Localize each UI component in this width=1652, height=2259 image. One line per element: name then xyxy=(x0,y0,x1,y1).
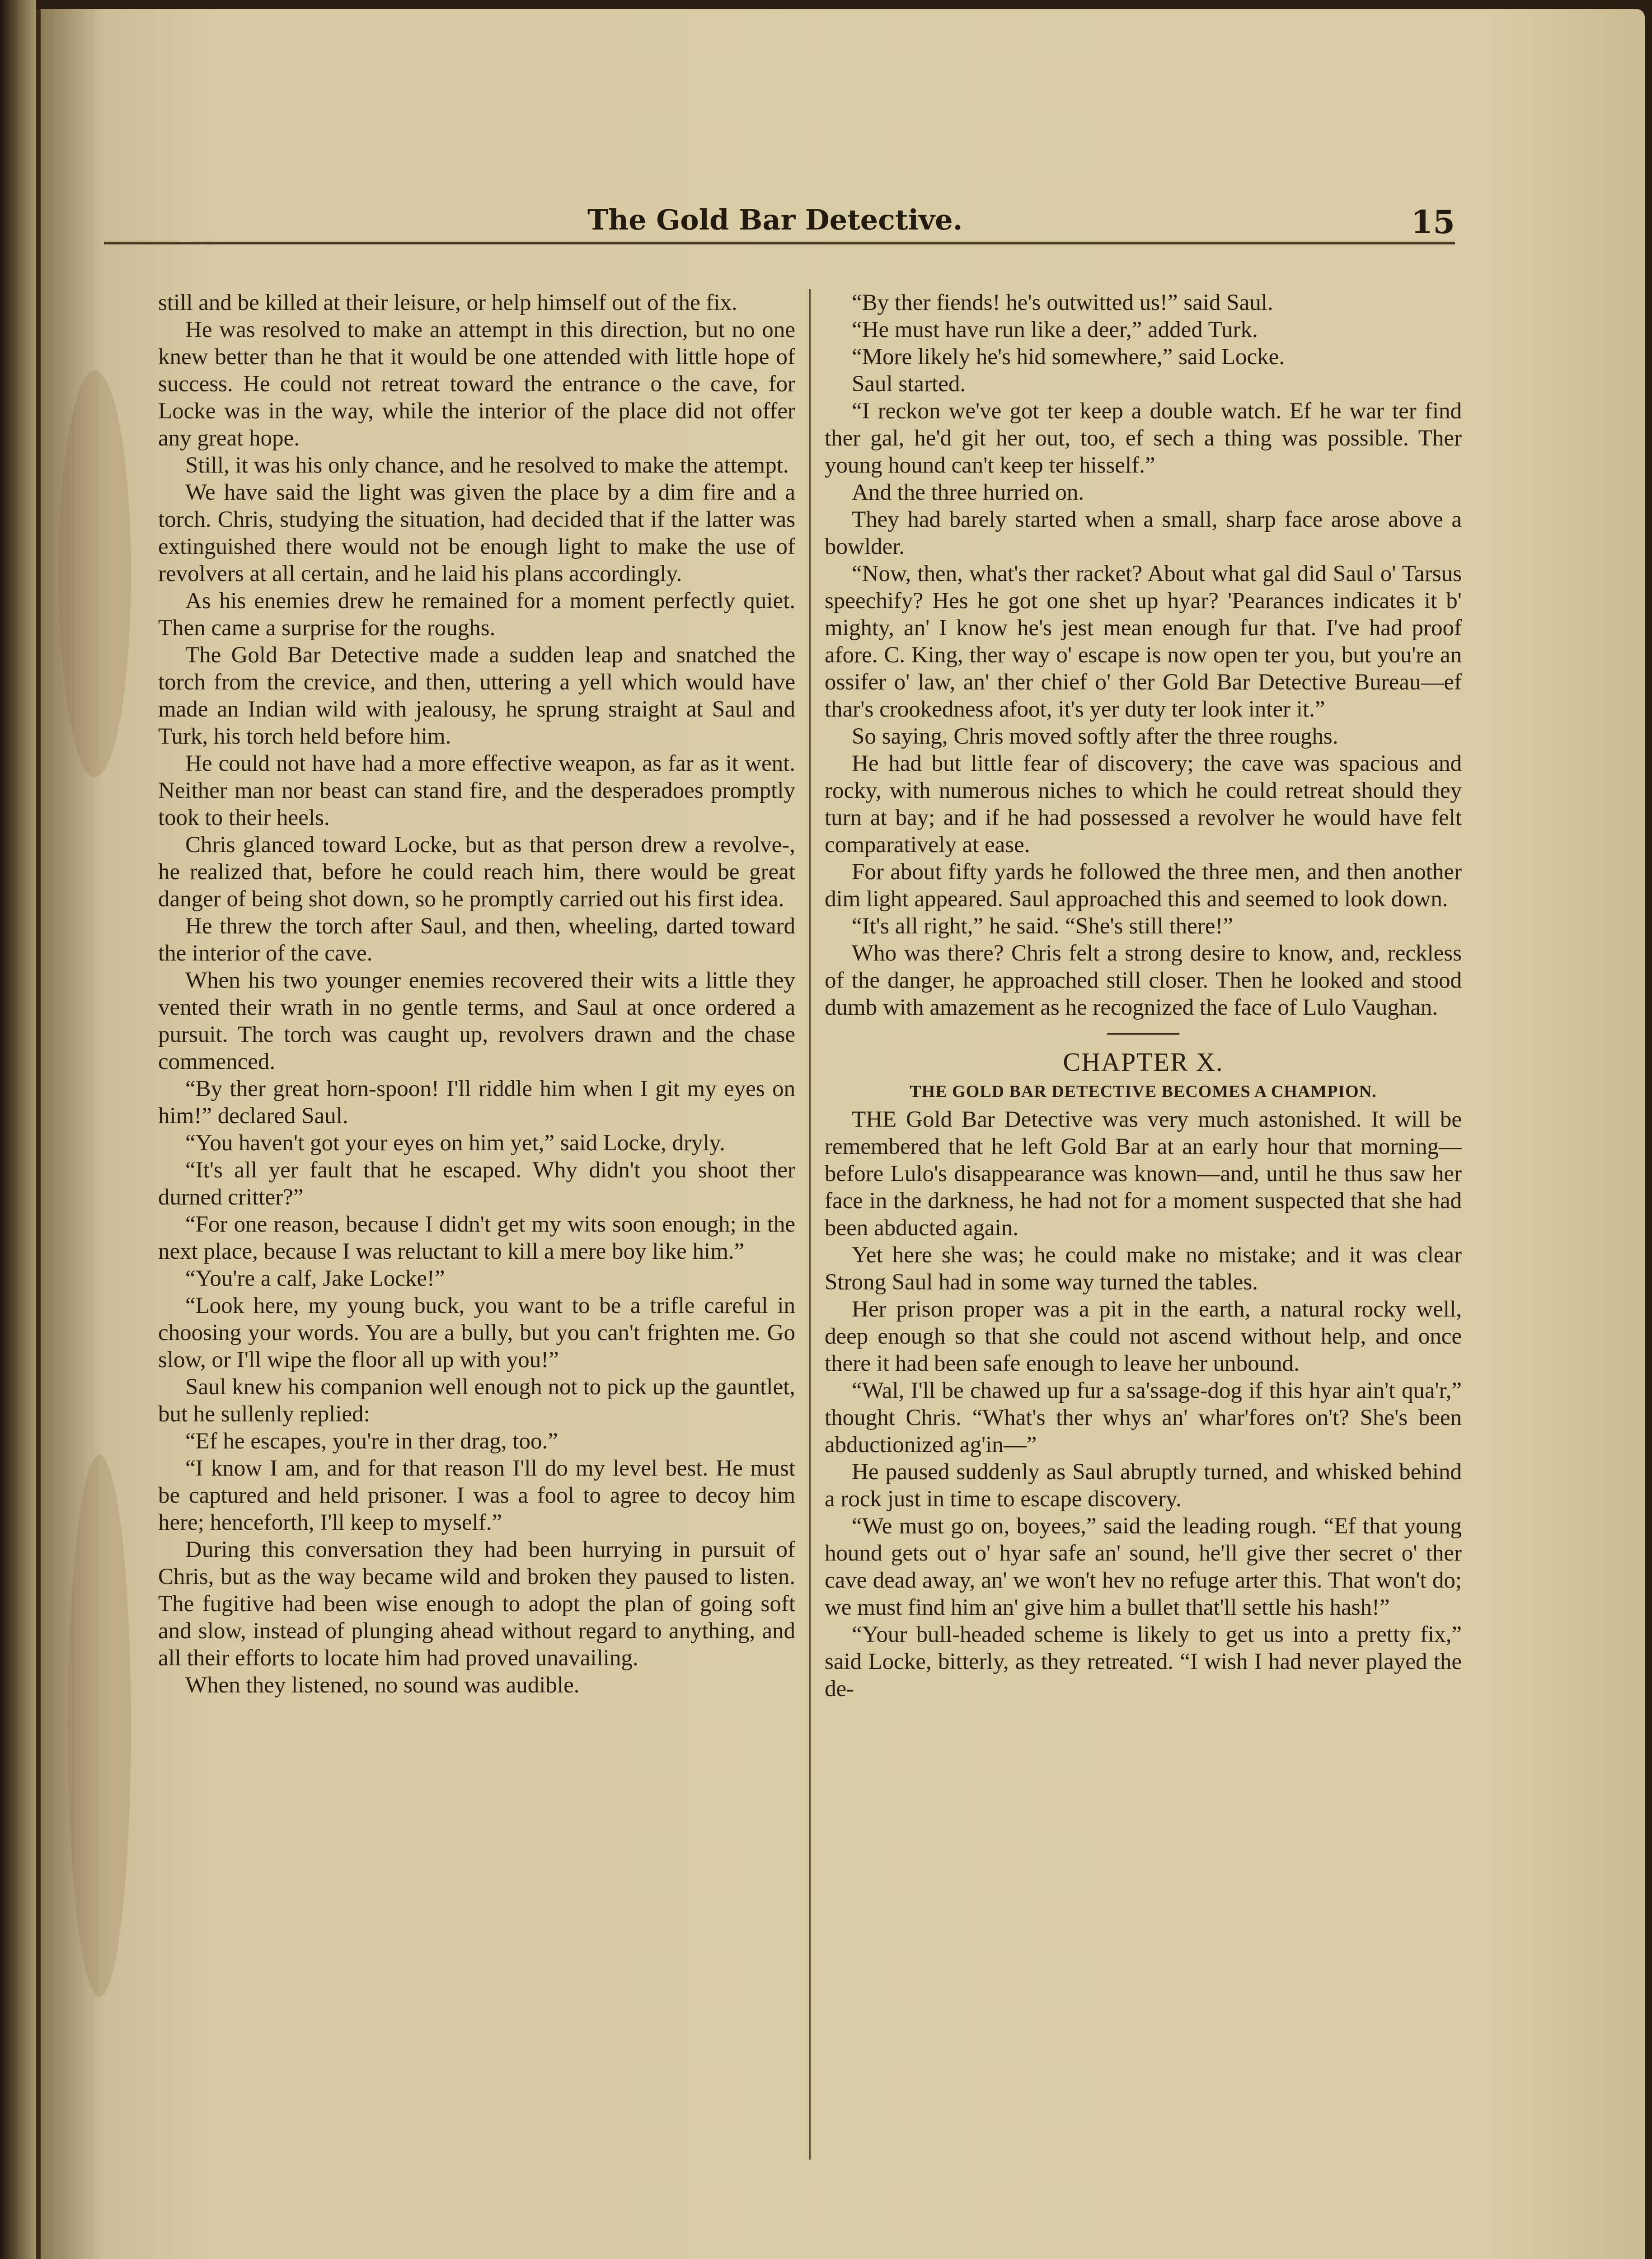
paragraph: “We must go on, boyees,” said the leading rough. “Ef that young hound gets out o' hyar safe an' sound, he'll give ther secret o' ther cave dead away, an' we won't hev no refuge arter this. That won't do; we must find him an' give him a bullet that'll settle his hash!” xyxy=(825,1514,1462,1620)
right-column xyxy=(825,289,1462,1702)
paragraph: When his two younger enemies recovered their wits a little they vented their wrath in no gentle terms, and Saul at once ordered a pursuit. The torch was caught up, revolvers drawn and the chase commenced. xyxy=(158,968,795,1074)
paragraph: THE Gold Bar Detective was very much astonished. It will be remembered that he left Gold Bar at an early hour that morning—before Lulo's disappearance was known—and, until he thus saw her face in the darkness, he had not for a moment suspected that she had been abducted again. xyxy=(825,1107,1462,1241)
paragraph: During this conversation they had been hurrying in pursuit of Chris, but as the way became wild and broken they paused to listen. The fugitive had been wise enough to adopt the plan of going soft and slow, instead of plunging ahead without regard to anything, and all their efforts to locate him had proved unavailing. xyxy=(158,1537,795,1671)
page-header xyxy=(104,149,1455,248)
paragraph: “He must have run like a deer,” added Turk. xyxy=(852,317,1258,342)
paragraph: “Now, then, what's ther racket? About what gal did Saul o' Tarsus speechify? Hes he got one shet up hyar? 'Pearances indicates it b' mighty, an' I know he's jest mean enough fur that. I've had proof afore. C. King, ther way o' escape is now open ter you, but you're an ossifer o' law, an' ther chief o' ther Gold Bar Detective Bureau—ef thar's crookedness afoot, it's yer duty ter look inter it.” xyxy=(825,561,1462,722)
paragraph: He paused suddenly as Saul abruptly turned, and whisked behind a rock just in time to escape discovery. xyxy=(825,1459,1462,1512)
paragraph: He was resolved to make an attempt in this direction, but no one knew better than he that it would be one attended with little hope of success. He could not retreat toward the entrance o the cave, for Locke was in the way, while the interior of the place did not offer any great hope. xyxy=(158,317,795,451)
paragraph: “I know I am, and for that reason I'll do my level best. He must be captured and held prisoner. I was a fool to agree to decoy him here; henceforth, I'll keep to myself.” xyxy=(158,1456,795,1535)
paragraph: “It's all yer fault that he escaped. Why didn't you shoot ther durned critter?” xyxy=(158,1158,795,1210)
paragraph: “Ef he escapes, you're in ther drag, too.” xyxy=(185,1429,558,1454)
paragraph: For about fifty yards he followed the three men, and then another dim light appeared. Saul approached this and seemed to look down. xyxy=(825,859,1462,912)
paragraph: “It's all right,” he said. “She's still there!” xyxy=(852,914,1234,939)
paper-stain xyxy=(68,1455,131,1997)
paragraph: He could not have had a more effective weapon, as far as it went. Neither man nor beast can stand fire, and the desperadoes promptly took to their heels. xyxy=(158,751,795,830)
paragraph: So saying, Chris moved softly after the three roughs. xyxy=(852,724,1338,749)
paragraph: “More likely he's hid somewhere,” said Locke. xyxy=(852,344,1285,370)
paragraph: Saul started. xyxy=(852,371,966,397)
running-title: The Gold Bar Detective. xyxy=(587,203,963,236)
paragraph: He had but little fear of discovery; the cave was spacious and rocky, with numerous niches to which he could retreat should they turn at bay; and if he had possessed a revolver he would have felt comparatively at ease. xyxy=(825,751,1462,858)
facing-page-edge xyxy=(0,0,36,2259)
paragraph: “Look here, my young buck, you want to be a trifle careful in choosing your words. You are a bully, but you can't frighten me. Go slow, or I'll wipe the floor all up with you!” xyxy=(158,1293,795,1373)
paragraph: When they listened, no sound was audible. xyxy=(185,1673,580,1698)
paragraph: “By ther fiends! he's outwitted us!” said Saul. xyxy=(852,290,1273,315)
paragraph: Chris glanced toward Locke, but as that person drew a revolve-, he realized that, before he could reach him, there would be great danger of being shot down, so he promptly carried out his first idea. xyxy=(158,832,795,912)
paragraph: The Gold Bar Detective made a sudden leap and snatched the torch from the crevice, and then, uttering a yell which would have made an Indian wild with jealousy, he sprung straight at Saul and Turk, his torch held before him. xyxy=(158,642,795,749)
page-number: 15 xyxy=(1411,203,1455,241)
chapter-subtitle: THE GOLD BAR DETECTIVE BECOMES A CHAMPION. xyxy=(910,1082,1377,1101)
paragraph: Still, it was his only chance, and he resolved to make the attempt. xyxy=(185,453,789,478)
paragraph: Who was there? Chris felt a strong desire to know, and, reckless of the danger, he approached still closer. Then he looked and stood dumb with amazement as he recognized the face of Lulo Vaughan. xyxy=(825,941,1462,1020)
paragraph: As his enemies drew he remained for a moment perfectly quiet. Then came a surprise for the roughs. xyxy=(158,588,795,641)
chapter-rule xyxy=(1107,1033,1179,1035)
column-divider xyxy=(809,289,811,2160)
paragraph: Saul knew his companion well enough not to pick up the gauntlet, but he sullenly replied: xyxy=(158,1374,795,1427)
paragraph: “I reckon we've got ter keep a double watch. Ef he war ter find ther gal, he'd git her out, too, ef sech a thing was possible. Ther young hound can't keep ter hisself.” xyxy=(825,398,1462,478)
paragraph: “By ther great horn-spoon! I'll riddle him when I git my eyes on him!” declared Saul. xyxy=(158,1076,795,1129)
paragraph: “You're a calf, Jake Locke!” xyxy=(185,1266,445,1291)
paragraph: “You haven't got your eyes on him yet,” said Locke, dryly. xyxy=(185,1130,725,1156)
paragraph: “Your bull-headed scheme is likely to get us into a pretty fix,” said Locke, bitterly, as they retreated. “I wish I had never played the de- xyxy=(825,1622,1462,1701)
paragraph: And the three hurried on. xyxy=(852,480,1084,505)
header-rule xyxy=(104,242,1455,244)
paragraph: We have said the light was given the place by a dim fire and a torch. Chris, studying the situation, had decided that if the latter was extinguished there would not be enough light to make the use of revolvers at all certain, and he laid his plans accordingly. xyxy=(158,480,795,586)
paragraph: “For one reason, because I didn't get my wits soon enough; in the next place, because I was reluctant to kill a mere boy like him.” xyxy=(158,1212,795,1264)
paragraph: He threw the torch after Saul, and then, wheeling, darted toward the interior of the cave. xyxy=(158,914,795,966)
paragraph: Yet here she was; he could make no mistake; and it was clear Strong Saul had in some way turned the tables. xyxy=(825,1242,1462,1295)
paragraph: They had barely started when a small, sharp face arose above a bowlder. xyxy=(825,507,1462,559)
paragraph: Her prison proper was a pit in the earth, a natural rocky well, deep enough so that she could not ascend without help, and once there it had been safe enough to leave her unbound. xyxy=(825,1297,1462,1376)
paper-stain xyxy=(59,370,131,777)
paragraph: still and be killed at their leisure, or help himself out of the fix. xyxy=(158,290,737,315)
chapter-heading: CHAPTER X. xyxy=(1063,1047,1224,1077)
paragraph: “Wal, I'll be chawed up fur a sa'ssage-dog if this hyar ain't qua'r,” thought Chris. “What's ther whys an' whar'fores on't? She's been abductionized ag'in—” xyxy=(825,1378,1462,1458)
left-column xyxy=(158,289,795,1699)
